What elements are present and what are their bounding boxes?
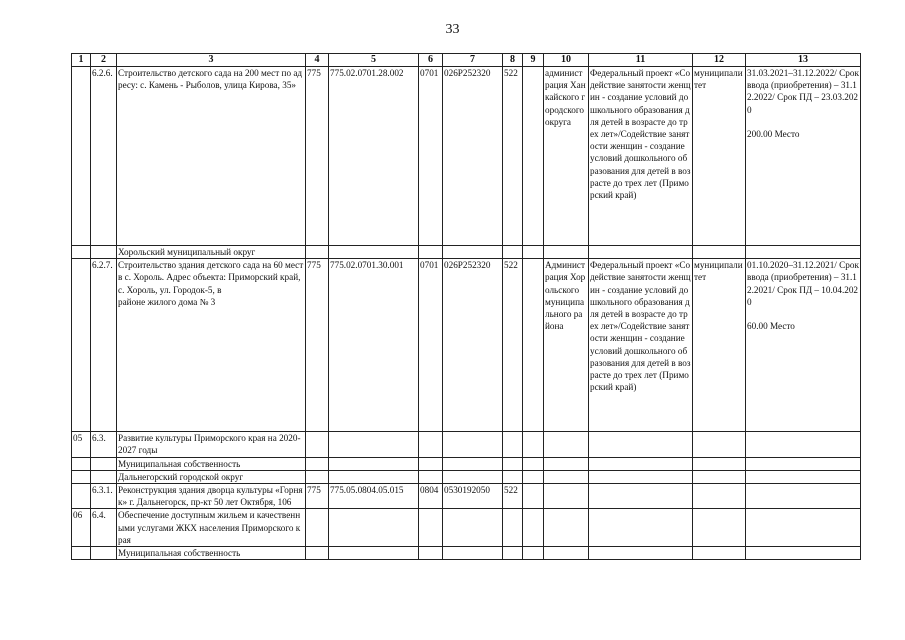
table-cell: 775	[306, 259, 329, 432]
table-cell	[589, 547, 693, 560]
item-number: 6.3.1.	[91, 484, 117, 509]
table-row	[72, 547, 861, 560]
table-cell	[419, 457, 443, 470]
table-cell	[72, 67, 91, 246]
table-cell	[544, 470, 589, 483]
table-cell	[306, 509, 329, 547]
table-cell	[693, 457, 746, 470]
header-cell: 12	[693, 54, 746, 67]
table-cell: 0701	[419, 67, 443, 246]
table-cell	[503, 470, 523, 483]
table-row	[72, 484, 861, 509]
table-cell	[523, 259, 544, 432]
section-label: Дальнегорский городской округ	[117, 470, 306, 483]
table-row	[72, 67, 861, 246]
table-cell: 775.02.0701.30.001	[329, 259, 419, 432]
table-cell	[523, 470, 544, 483]
table-cell: 775.02.0701.28.002	[329, 67, 419, 246]
header-cell: 8	[503, 54, 523, 67]
table-cell	[72, 457, 91, 470]
table-cell	[306, 457, 329, 470]
table-cell: 775	[306, 484, 329, 509]
table-cell	[589, 432, 693, 457]
program-name: Развитие культуры Приморского края на 2020-2027 годы	[117, 432, 306, 457]
section-label: Муниципальная собственность	[117, 547, 306, 560]
table-cell	[523, 547, 544, 560]
table-cell	[419, 509, 443, 547]
object-name: Реконструкция здания дворца культуры «Горняк» г. Дальнегорск, пр-кт 50 лет Октября, 106	[117, 484, 306, 509]
table-cell	[91, 470, 117, 483]
table-cell	[503, 457, 523, 470]
table-cell	[693, 246, 746, 259]
header-cell: 4	[306, 54, 329, 67]
header-cell: 10	[544, 54, 589, 67]
table-cell	[693, 547, 746, 560]
table-cell: Федеральный проект «Содействие занятости женщин - создание условий дошкольного образования для детей в возрасте до трех лет»/Содействие занятости женщин - создание условий дошкольного образования для детей в возрасте до трех лет (Приморский край)	[589, 259, 693, 432]
table-cell	[693, 484, 746, 509]
table-cell	[91, 246, 117, 259]
table-cell	[746, 259, 861, 432]
table-row	[72, 246, 861, 259]
table-row	[72, 259, 861, 432]
table-cell	[544, 509, 589, 547]
table-cell: 522	[503, 259, 523, 432]
table-cell	[523, 484, 544, 509]
table-cell	[306, 470, 329, 483]
table-cell: 026Р252320	[443, 259, 503, 432]
table-cell	[589, 484, 693, 509]
table-cell: муниципалитет	[693, 259, 746, 432]
item-number: 6.3.	[91, 432, 117, 457]
item-number: 6.2.7.	[91, 259, 117, 432]
table-cell	[419, 246, 443, 259]
object-name: Строительство детского сада на 200 мест по адресу: с. Камень - Рыболов, улица Кирова, 35»	[117, 67, 306, 246]
table-cell	[589, 470, 693, 483]
table-cell	[443, 457, 503, 470]
table-cell	[589, 246, 693, 259]
table-cell	[443, 547, 503, 560]
table-cell	[72, 259, 91, 432]
capacity-text: 60.00 Место	[747, 321, 795, 332]
table-cell	[329, 547, 419, 560]
table-cell	[306, 246, 329, 259]
item-number: 6.4.	[91, 509, 117, 547]
table-cell	[746, 484, 861, 509]
table-cell	[746, 432, 861, 457]
program-name: Обеспечение доступным жильем и качественными услугами ЖКХ населения Приморского края	[117, 509, 306, 547]
table-cell	[503, 509, 523, 547]
table-cell	[443, 470, 503, 483]
header-cell: 6	[419, 54, 443, 67]
table-cell	[503, 432, 523, 457]
table-cell	[329, 457, 419, 470]
table-cell	[419, 432, 443, 457]
deadline-text: 01.10.2020–31.12.2021/ Срок ввода (приобретения) – 31.12.2021/ Срок ПД – 10.04.2020	[747, 260, 859, 307]
table-cell	[523, 246, 544, 259]
table-cell	[443, 509, 503, 547]
table-cell	[91, 457, 117, 470]
table-cell	[693, 509, 746, 547]
table-cell: 522	[503, 67, 523, 246]
data-table	[71, 53, 861, 560]
table-row	[72, 432, 861, 457]
deadline-text: 31.03.2021–31.12.2022/ Срок ввода (приобретения) – 31.12.2022/ Срок ПД – 23.03.2020	[747, 68, 859, 115]
table-cell: Администрация Хорольского муниципального района	[544, 259, 589, 432]
table-cell	[503, 547, 523, 560]
header-cell: 3	[117, 54, 306, 67]
header-cell: 2	[91, 54, 117, 67]
table-cell	[306, 432, 329, 457]
table-cell: 06	[72, 509, 91, 547]
page-number: 33	[445, 22, 460, 37]
table-cell	[544, 246, 589, 259]
table-cell	[544, 547, 589, 560]
table-cell: Федеральный проект «Содействие занятости женщин - создание условий дошкольного образования для детей в возрасте до трех лет»/Содействие занятости женщин - создание условий дошкольного образования для детей в возрасте до трех лет (Приморский край)	[589, 67, 693, 246]
table-cell	[72, 484, 91, 509]
table-cell	[523, 457, 544, 470]
table-cell	[544, 484, 589, 509]
table-row	[72, 470, 861, 483]
table-cell	[693, 432, 746, 457]
table-cell	[443, 246, 503, 259]
table-cell	[306, 547, 329, 560]
table-cell	[746, 67, 861, 246]
table-cell	[329, 470, 419, 483]
table-cell	[589, 509, 693, 547]
table-cell	[329, 246, 419, 259]
table-cell	[746, 547, 861, 560]
header-cell: 11	[589, 54, 693, 67]
table-cell: 026Р252320	[443, 67, 503, 246]
header-row	[72, 54, 861, 67]
table-cell	[523, 67, 544, 246]
table-row	[72, 509, 861, 547]
table-cell	[91, 547, 117, 560]
table-cell	[544, 432, 589, 457]
table-cell	[746, 457, 861, 470]
table-cell	[419, 547, 443, 560]
object-name: Строительство здания детского сада на 60 мест в с. Хороль. Адрес объекта: Приморский край, с. Хороль, ул. Городок-5, в районе жилого дома № 3	[117, 259, 306, 432]
table-cell	[503, 246, 523, 259]
table-cell	[443, 432, 503, 457]
item-number: 6.2.6.	[91, 67, 117, 246]
table-cell	[523, 509, 544, 547]
table-cell: муниципалитет	[693, 67, 746, 246]
table-cell: 0804	[419, 484, 443, 509]
header-cell: 1	[72, 54, 91, 67]
table-cell	[746, 470, 861, 483]
table-cell	[72, 547, 91, 560]
header-cell: 5	[329, 54, 419, 67]
table-row	[72, 457, 861, 470]
table-cell	[589, 457, 693, 470]
table-cell: 0701	[419, 259, 443, 432]
table-cell	[329, 432, 419, 457]
table-cell	[523, 432, 544, 457]
header-cell: 7	[443, 54, 503, 67]
table-cell	[419, 470, 443, 483]
table-cell: 05	[72, 432, 91, 457]
table-cell: 0530192050	[443, 484, 503, 509]
table-cell	[746, 509, 861, 547]
table-cell: 522	[503, 484, 523, 509]
table-cell	[746, 246, 861, 259]
table-cell: 775	[306, 67, 329, 246]
section-label: Хорольский муниципальный округ	[117, 246, 306, 259]
table-cell	[329, 509, 419, 547]
table-cell	[544, 457, 589, 470]
table-cell	[693, 470, 746, 483]
capacity-text: 200.00 Место	[747, 128, 800, 139]
table-cell	[72, 246, 91, 259]
header-cell: 9	[523, 54, 544, 67]
table-cell: 775.05.0804.05.015	[329, 484, 419, 509]
header-cell: 13	[746, 54, 861, 67]
table-cell: администрация Ханкайского городского округа	[544, 67, 589, 246]
section-label: Муниципальная собственность	[117, 457, 306, 470]
table-cell	[72, 470, 91, 483]
